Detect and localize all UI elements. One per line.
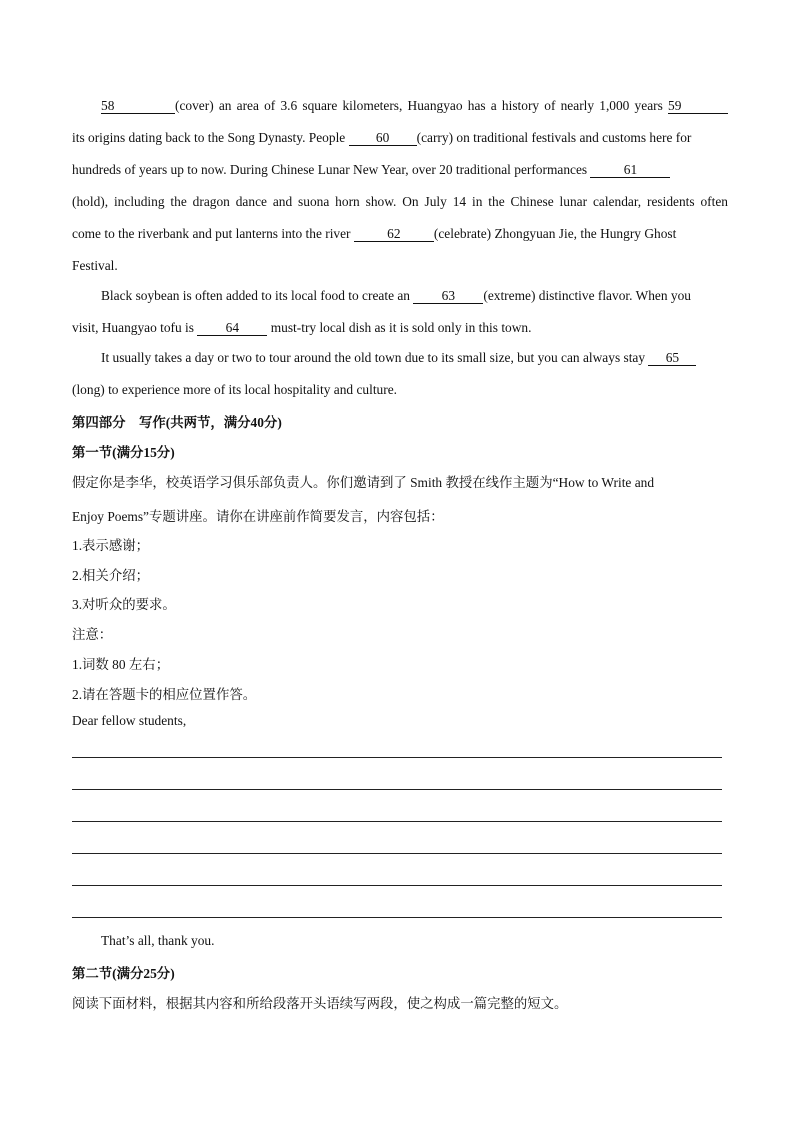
blank-61[interactable]: 61 — [590, 163, 670, 178]
note-item: 1.词数 80 左右； — [72, 657, 170, 672]
part4-heading: 第四部分 写作(共两节，满分40分) — [72, 415, 282, 430]
passage-text: come to the riverbank and put lanterns into the river — [72, 226, 351, 241]
passage-text: visit, Huangyao tofu is — [72, 320, 194, 335]
writing-line[interactable] — [72, 885, 722, 886]
passage-text: (long) to experience more of its local hospitality and culture. — [72, 382, 397, 397]
blank-64[interactable]: 64 — [197, 321, 267, 336]
task-point: 1.表示感谢； — [72, 538, 149, 553]
writing-line[interactable] — [72, 757, 722, 758]
passage-text: hundreds of years up to now. During Chinese Lunar New Year, over 20 traditional performances — [72, 162, 588, 177]
passage-text: (cover) an area of 3.6 square kilometers, Huangyao has a history of nearly 1,000 years — [175, 98, 663, 113]
section1-heading: 第一节(满分15分) — [72, 445, 175, 460]
passage-text: must-try local dish as it is sold only in this town. — [270, 320, 532, 335]
blank-62[interactable]: 62 — [354, 227, 434, 242]
passage-line — [72, 162, 670, 178]
blank-58[interactable]: 58 — [101, 99, 175, 114]
writing-line[interactable] — [72, 821, 722, 822]
passage-text: (hold), including the dragon dance and suona horn show. On July 14 in the Chinese lunar calendar, residents often — [72, 194, 728, 209]
passage-line — [72, 350, 696, 366]
task-point: 2.相关介绍； — [72, 568, 149, 583]
passage-text: its origins dating back to the Song Dynasty. People — [72, 130, 346, 145]
section2-heading: 第二节(满分25分) — [72, 966, 175, 981]
passage-text: (extreme) distinctive flavor. When you — [483, 288, 691, 303]
writing-line[interactable] — [72, 789, 722, 790]
task-point: 3.对听众的要求。 — [72, 597, 176, 612]
passage-line — [72, 226, 676, 242]
passage-line — [72, 382, 397, 398]
task-text: 假定你是李华，校英语学习俱乐部负责人。你们邀请到了 Smith 教授在线作主题为“How to Write and — [72, 475, 655, 490]
blank-59[interactable]: 59 — [668, 99, 728, 114]
closing: That’s all, thank you. — [101, 933, 215, 948]
writing-line[interactable] — [72, 917, 722, 918]
passage-text: Black soybean is often added to its local food to create an — [101, 288, 410, 303]
passage-line — [72, 130, 691, 146]
passage-text: Festival. — [72, 258, 118, 273]
passage-line — [72, 258, 118, 274]
blank-65[interactable]: 65 — [648, 351, 696, 366]
blank-63[interactable]: 63 — [413, 289, 483, 304]
writing-line[interactable] — [72, 853, 722, 854]
passage-text: It usually takes a day or two to tour around the old town due to its small size, but you can always stay — [101, 350, 646, 365]
task-text: Enjoy Poems”专题讲座。请你在讲座前作简要发言，内容包括： — [72, 509, 444, 524]
passage-line — [72, 194, 728, 210]
blank-60[interactable]: 60 — [349, 131, 417, 146]
note-item: 2.请在答题卡的相应位置作答。 — [72, 687, 257, 702]
passage-text: (celebrate) Zhongyuan Jie, the Hungry Ghost — [433, 226, 677, 241]
passage-text: (carry) on traditional festivals and customs here for — [416, 130, 692, 145]
note-label: 注意： — [72, 627, 113, 642]
passage-line — [72, 320, 531, 336]
section2-instruction: 阅读下面材料，根据其内容和所给段落开头语续写两段，使之构成一篇完整的短文。 — [72, 996, 568, 1011]
greeting: Dear fellow students, — [72, 713, 187, 728]
passage-line — [72, 288, 691, 304]
passage-line — [72, 98, 728, 114]
